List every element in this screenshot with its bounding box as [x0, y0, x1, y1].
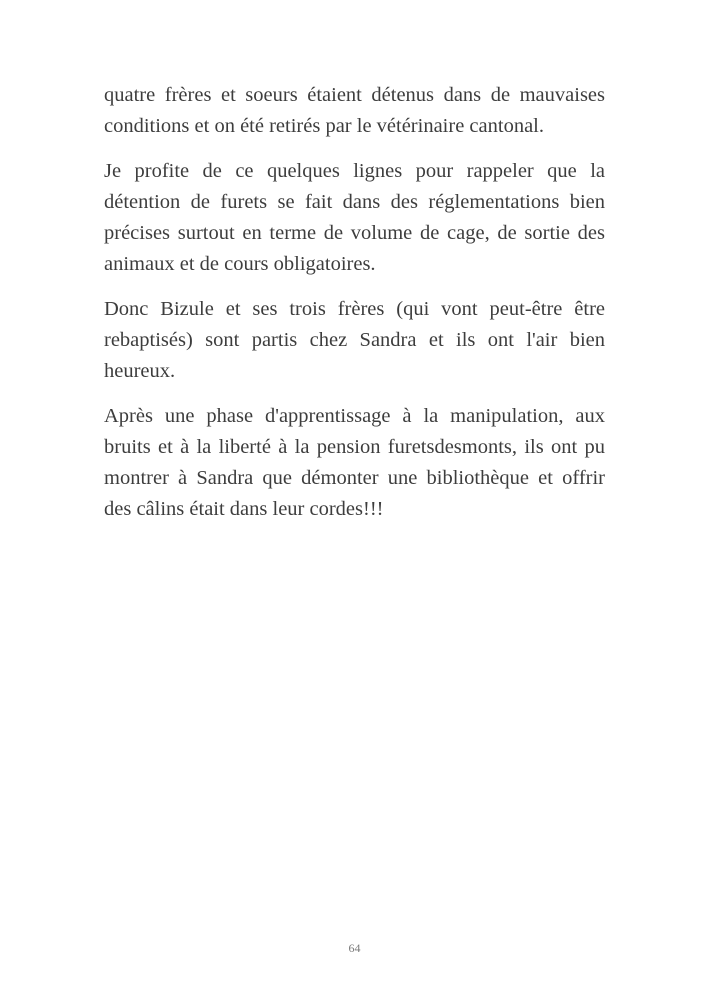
page-number: 64	[348, 941, 361, 955]
paragraph: Donc Bizule et ses trois frères (qui vont peut-être être rebaptisés) sont partis chez Sandra et ils ont l'air bien heureux.	[104, 298, 605, 382]
text-block	[104, 80, 605, 539]
paragraph: Après une phase d'apprentissage à la manipulation, aux bruits et à la liberté à la pension furetsdesmonts, ils ont pu montrer à Sandra que démonter une bibliothèque et offrir des câlins était dans leur cordes!!!	[104, 405, 605, 520]
paragraph: Je profite de ce quelques lignes pour rappeler que la détention de furets se fait dans des réglementations bien précises surtout en terme de volume de cage, de sortie des animaux et de cours obligatoires.	[104, 160, 605, 275]
paragraph: quatre frères et soeurs étaient détenus dans de mauvaises conditions et on été retirés par le vétérinaire cantonal.	[104, 84, 605, 137]
